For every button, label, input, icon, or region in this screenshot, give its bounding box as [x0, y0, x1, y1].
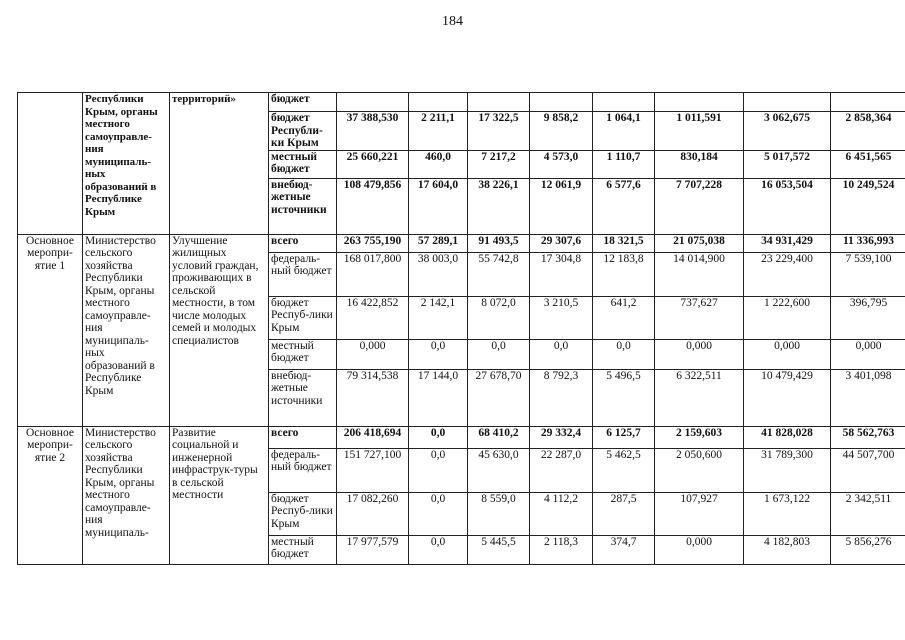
- value-cell: 1 110,7: [593, 150, 655, 178]
- value-cell: 41 828,028: [744, 426, 831, 448]
- value-cell: 0,0: [409, 448, 468, 492]
- page-number: 184: [442, 14, 463, 29]
- funding-source: бюджет: [269, 93, 337, 112]
- value-cell: 3 210,5: [530, 296, 593, 339]
- group-goal: Развитие социальной и инженерной инфраструк-туры в сельской местности: [170, 426, 269, 564]
- value-cell: 5 017,572: [744, 150, 831, 178]
- value-cell: 7 217,2: [468, 150, 530, 178]
- value-cell: 5 445,5: [468, 535, 530, 564]
- value-cell: 3 062,675: [744, 112, 831, 151]
- value-cell: 0,0: [530, 339, 593, 369]
- value-cell: 1 011,591: [655, 112, 744, 151]
- value-cell: 2 050,600: [655, 448, 744, 492]
- group-goal: территорий»: [170, 93, 269, 235]
- value-cell: 44 507,700: [831, 448, 905, 492]
- value-cell: 1 064,1: [593, 112, 655, 151]
- value-cell: 2 858,364: [831, 112, 905, 151]
- value-cell: 7 539,100: [831, 252, 905, 296]
- table-row: [18, 93, 905, 112]
- value-cell: 17 604,0: [409, 178, 468, 234]
- value-cell: 108 479,856: [337, 178, 409, 234]
- value-cell: 263 755,190: [337, 234, 409, 252]
- value-cell: 29 332,4: [530, 426, 593, 448]
- value-cell: 45 630,0: [468, 448, 530, 492]
- value-cell: 17 082,260: [337, 492, 409, 535]
- funding-source: местный бюджет: [269, 339, 337, 369]
- value-cell: 38 003,0: [409, 252, 468, 296]
- value-cell: 1 222,600: [744, 296, 831, 339]
- value-cell: 5 496,5: [593, 369, 655, 426]
- value-cell: 0,0: [409, 426, 468, 448]
- value-cell: 17 144,0: [409, 369, 468, 426]
- value-cell: 68 410,2: [468, 426, 530, 448]
- funding-source: федераль-ный бюджет: [269, 448, 337, 492]
- funding-source: бюджет Респуб-лики Крым: [269, 492, 337, 535]
- value-cell: 0,000: [337, 339, 409, 369]
- value-cell: 5 856,276: [831, 535, 905, 564]
- value-cell: 17 304,8: [530, 252, 593, 296]
- group-executor: Министерство сельского хозяйства Республики Крым, органы местного самоуправле-ния муниципаль-: [83, 426, 170, 564]
- value-cell: [409, 93, 468, 112]
- funding-source: бюджет Респуб-лики Крым: [269, 296, 337, 339]
- value-cell: [744, 93, 831, 112]
- value-cell: 11 336,993: [831, 234, 905, 252]
- value-cell: [530, 93, 593, 112]
- value-cell: 31 789,300: [744, 448, 831, 492]
- group-title: [18, 93, 83, 235]
- value-cell: 79 314,538: [337, 369, 409, 426]
- value-cell: 0,0: [593, 339, 655, 369]
- value-cell: 2 342,511: [831, 492, 905, 535]
- value-cell: 55 742,8: [468, 252, 530, 296]
- value-cell: 168 017,800: [337, 252, 409, 296]
- funding-source: бюджет Республи-ки Крым: [269, 112, 337, 151]
- value-cell: 37 388,530: [337, 112, 409, 151]
- funding-source: внебюд-жетные источники: [269, 178, 337, 234]
- value-cell: 737,627: [655, 296, 744, 339]
- value-cell: 17 977,579: [337, 535, 409, 564]
- value-cell: 12 061,9: [530, 178, 593, 234]
- value-cell: [831, 93, 905, 112]
- funding-source: всего: [269, 234, 337, 252]
- value-cell: 0,000: [655, 339, 744, 369]
- value-cell: 27 678,70: [468, 369, 530, 426]
- group-goal: Улучшение жилищных условий граждан, проживающих в сельской местности, в том числе молодых семей и молодых специалистов: [170, 234, 269, 426]
- value-cell: 0,0: [409, 535, 468, 564]
- value-cell: 3 401,098: [831, 369, 905, 426]
- value-cell: 7 707,228: [655, 178, 744, 234]
- value-cell: 396,795: [831, 296, 905, 339]
- value-cell: 6 451,565: [831, 150, 905, 178]
- value-cell: 641,2: [593, 296, 655, 339]
- value-cell: 29 307,6: [530, 234, 593, 252]
- value-cell: 10 479,429: [744, 369, 831, 426]
- value-cell: 2 118,3: [530, 535, 593, 564]
- value-cell: 22 287,0: [530, 448, 593, 492]
- value-cell: 8 072,0: [468, 296, 530, 339]
- value-cell: [337, 93, 409, 112]
- value-cell: 10 249,524: [831, 178, 905, 234]
- funding-source: всего: [269, 426, 337, 448]
- value-cell: 12 183,8: [593, 252, 655, 296]
- table-row: [18, 234, 905, 252]
- funding-source: местный бюджет: [269, 150, 337, 178]
- value-cell: 1 673,122: [744, 492, 831, 535]
- value-cell: 23 229,400: [744, 252, 831, 296]
- group-executor: Республики Крым, органы местного самоуправле-ния муниципаль-ных образований в Республике Крым: [83, 93, 170, 235]
- value-cell: 0,000: [655, 535, 744, 564]
- value-cell: 0,000: [744, 339, 831, 369]
- value-cell: [468, 93, 530, 112]
- value-cell: 460,0: [409, 150, 468, 178]
- group-executor: Министерство сельского хозяйства Республики Крым, органы местного самоуправле-ния муниципаль-ных образований в Республике Крым: [83, 234, 170, 426]
- value-cell: 6 322,511: [655, 369, 744, 426]
- value-cell: 0,0: [468, 339, 530, 369]
- funding-source: федераль-ный бюджет: [269, 252, 337, 296]
- value-cell: 16 053,504: [744, 178, 831, 234]
- value-cell: 151 727,100: [337, 448, 409, 492]
- table-row: [18, 426, 905, 448]
- value-cell: 830,184: [655, 150, 744, 178]
- value-cell: 17 322,5: [468, 112, 530, 151]
- value-cell: 9 858,2: [530, 112, 593, 151]
- value-cell: 5 462,5: [593, 448, 655, 492]
- value-cell: 38 226,1: [468, 178, 530, 234]
- value-cell: 91 493,5: [468, 234, 530, 252]
- value-cell: 8 559,0: [468, 492, 530, 535]
- value-cell: 16 422,852: [337, 296, 409, 339]
- value-cell: 4 112,2: [530, 492, 593, 535]
- value-cell: 6 577,6: [593, 178, 655, 234]
- value-cell: [655, 93, 744, 112]
- value-cell: 8 792,3: [530, 369, 593, 426]
- group-title: Основное меропри-ятие 2: [18, 426, 83, 564]
- value-cell: 2 142,1: [409, 296, 468, 339]
- value-cell: 287,5: [593, 492, 655, 535]
- value-cell: 57 289,1: [409, 234, 468, 252]
- value-cell: 206 418,694: [337, 426, 409, 448]
- value-cell: 0,0: [409, 339, 468, 369]
- value-cell: 4 573,0: [530, 150, 593, 178]
- value-cell: 18 321,5: [593, 234, 655, 252]
- value-cell: 0,0: [409, 492, 468, 535]
- value-cell: 374,7: [593, 535, 655, 564]
- value-cell: 58 562,763: [831, 426, 905, 448]
- funding-source: местный бюджет: [269, 535, 337, 564]
- value-cell: 0,000: [831, 339, 905, 369]
- value-cell: 6 125,7: [593, 426, 655, 448]
- value-cell: 21 075,038: [655, 234, 744, 252]
- value-cell: 34 931,429: [744, 234, 831, 252]
- value-cell: 25 660,221: [337, 150, 409, 178]
- value-cell: 107,927: [655, 492, 744, 535]
- value-cell: [593, 93, 655, 112]
- funding-source: внебюд-жетные источники: [269, 369, 337, 426]
- budget-table: [17, 92, 905, 565]
- value-cell: 4 182,803: [744, 535, 831, 564]
- group-title: Основное меропри-ятие 1: [18, 234, 83, 426]
- value-cell: 2 211,1: [409, 112, 468, 151]
- value-cell: 2 159,603: [655, 426, 744, 448]
- value-cell: 14 014,900: [655, 252, 744, 296]
